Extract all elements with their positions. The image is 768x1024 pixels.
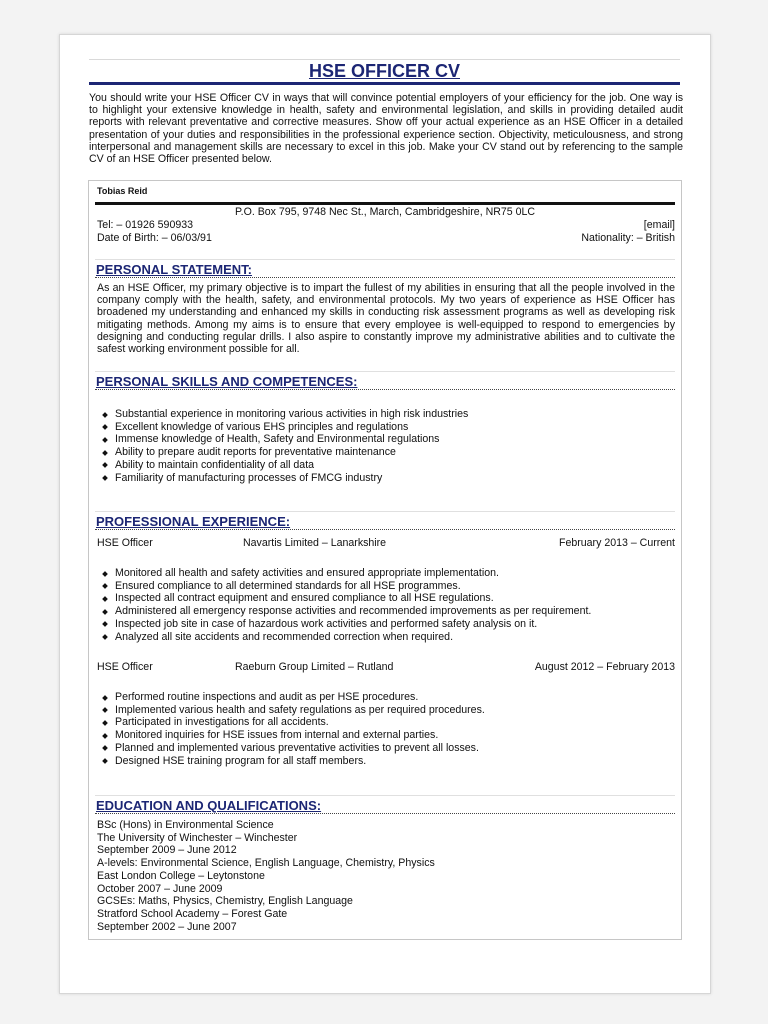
job-dates: August 2012 – February 2013 xyxy=(534,661,675,673)
list-item: Monitored inquiries for HSE issues from internal and external parties. xyxy=(99,729,485,742)
education-line: October 2007 – June 2009 xyxy=(97,882,223,895)
education-line: BSc (Hons) in Environmental Science xyxy=(97,819,274,831)
list-item: Ability to maintain confidentiality of all data xyxy=(99,459,468,472)
education-line: A-levels: Environmental Science, English Language, Chemistry, Physics xyxy=(97,857,435,870)
list-item: Excellent knowledge of various EHS principles and regulations xyxy=(99,421,468,434)
list-item: Inspected job site in case of hazardous work activities and performed safety analysis on it. xyxy=(99,618,591,631)
list-item: Participated in investigations for all accidents. xyxy=(99,716,485,729)
personal-statement-text: As an HSE Officer, my primary objective is to impart the fullest of my abilities in ensuring that all the people involved in the company comply with the health, safety, and environmental protocols. My two years of experience as HSE Officer has broadened my understanding and enhanced my skills in conducting risk assessment programs as well as developing risk mitigating methods. Among my aims is to ensure that every employee is well-equipped to respond to emergencies by designing and conducting regular drills. I also aspire to constantly improve my administrative abilities and to cultivate the safest working environment possible for all. xyxy=(97,282,675,356)
nationality: Nationality: – British xyxy=(581,232,675,244)
section-heading-skills xyxy=(95,371,675,390)
cv-container xyxy=(88,180,682,940)
address: P.O. Box 795, 9748 Nec St., March, Cambridgeshire, NR75 0LC xyxy=(234,206,536,218)
education-line: The University of Winchester – Winchester xyxy=(97,831,298,844)
section-heading-experience xyxy=(95,511,675,530)
date-of-birth: Date of Birth: – 06/03/91 xyxy=(97,232,212,244)
list-item: Monitored all health and safety activities and ensured appropriate implementation. xyxy=(99,567,591,580)
candidate-name: Tobias Reid xyxy=(97,186,148,196)
telephone: Tel: – 01926 590933 xyxy=(97,219,194,231)
document-page xyxy=(59,34,711,994)
education-line: GCSEs: Maths, Physics, Chemistry, English Language xyxy=(97,895,353,908)
job-dates: February 2013 – Current xyxy=(558,537,675,549)
list-item: Ensured compliance to all determined standards for all HSE programmes. xyxy=(99,580,591,593)
name-divider xyxy=(95,202,675,205)
job-employer: Navartis Limited – Lanarkshire xyxy=(243,537,387,549)
list-item: Administered all emergency response activities and recommended improvements as per requirement. xyxy=(99,605,591,618)
job-position: HSE Officer xyxy=(97,537,153,549)
job-employer: Raeburn Group Limited – Rutland xyxy=(235,661,394,673)
list-item: Inspected all contract equipment and ensured compliance to all HSE regulations. xyxy=(99,592,591,605)
section-heading-personal-statement xyxy=(95,259,675,278)
job-duties-list xyxy=(99,691,485,767)
education-line: Stratford School Academy – Forest Gate xyxy=(97,907,288,920)
list-item: Ability to prepare audit reports for preventative maintenance xyxy=(99,446,468,459)
list-item: Implemented various health and safety regulations as per required procedures. xyxy=(99,704,485,717)
education-line: East London College – Leytonstone xyxy=(97,869,265,882)
heading-text: PERSONAL STATEMENT: xyxy=(96,262,253,277)
job-duties-list xyxy=(99,567,591,643)
list-item: Analyzed all site accidents and recommended correction when required. xyxy=(99,631,591,644)
job-position: HSE Officer xyxy=(97,661,153,673)
list-item: Immense knowledge of Health, Safety and Environmental regulations xyxy=(99,433,468,446)
section-heading-education xyxy=(95,795,675,814)
list-item: Familiarity of manufacturing processes of FMCG industry xyxy=(99,472,468,485)
education-line: September 2002 – June 2007 xyxy=(97,920,237,933)
heading-text: PERSONAL SKILLS AND COMPETENCES: xyxy=(96,374,358,389)
intro-paragraph: You should write your HSE Officer CV in ways that will convince potential employers of your efficiency for the job. One way is to highlight your extensive knowledge in health, safety and environmental legislation, and skills in providing detailed audit reports with relevant preventative and corrective measures. Show off your actual experience as an HSE Officer in a detailed presentation of your duties and responsibilities in the professional experience section. Objectivity, meticulousness, and strong interpersonal and management skills are necessary to excel in this job. Make your CV stand out by referencing to the sample CV of an HSE Officer presented below. xyxy=(89,92,683,166)
list-item: Planned and implemented various preventative activities to prevent all losses. xyxy=(99,742,485,755)
heading-text: EDUCATION AND QUALIFICATIONS: xyxy=(96,798,322,813)
education-details xyxy=(97,819,435,933)
heading-text: PROFESSIONAL EXPERIENCE: xyxy=(96,514,291,529)
page-title: HSE OFFICER CV xyxy=(308,61,460,81)
list-item: Performed routine inspections and audit as per HSE procedures. xyxy=(99,691,485,704)
list-item: Substantial experience in monitoring various activities in high risk industries xyxy=(99,408,468,421)
skills-list xyxy=(99,408,468,484)
list-item: Designed HSE training program for all staff members. xyxy=(99,755,485,768)
education-line: September 2009 – June 2012 xyxy=(97,844,237,857)
title-bar xyxy=(89,59,680,85)
email: [email] xyxy=(643,219,675,231)
